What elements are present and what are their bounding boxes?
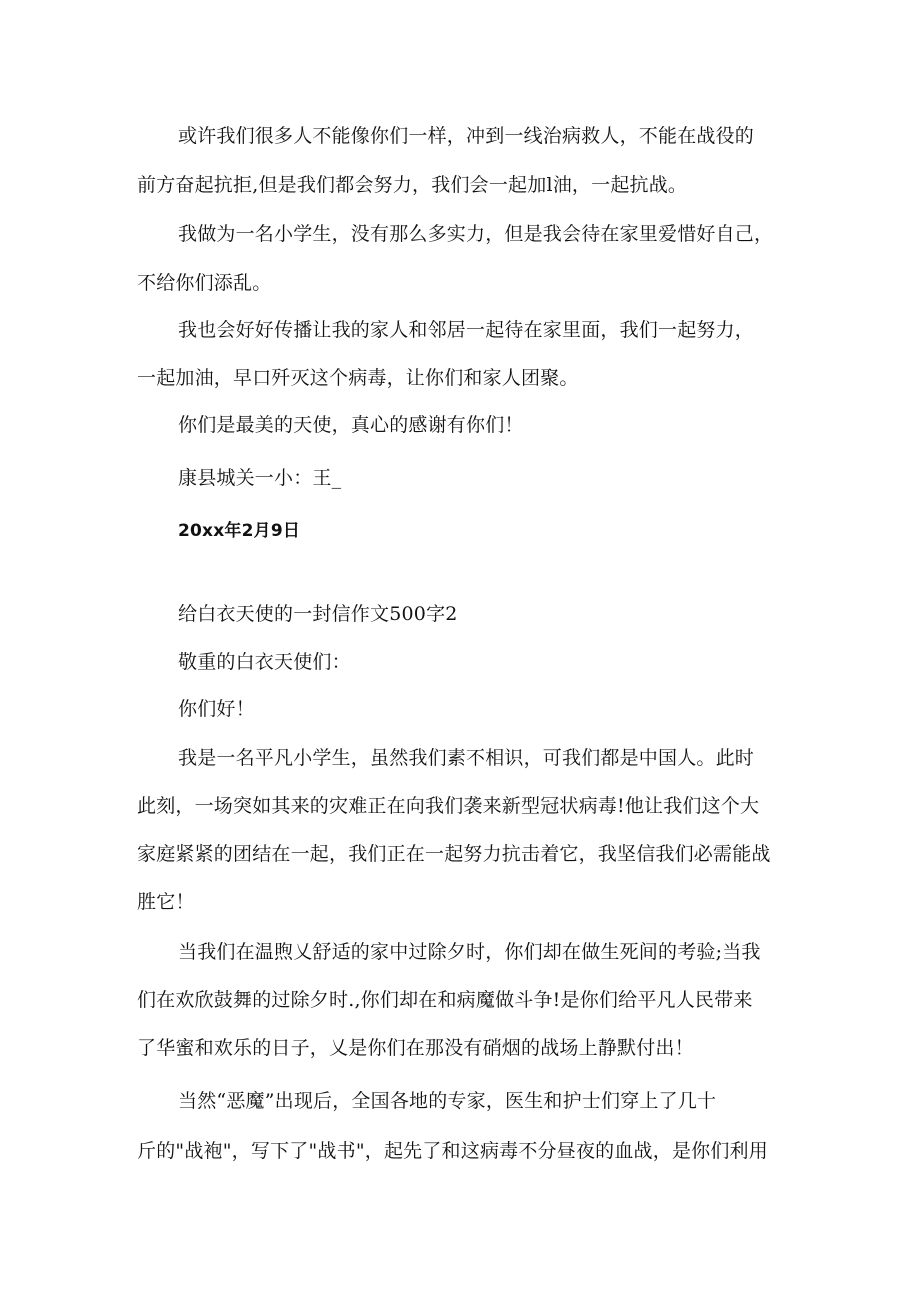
greeting: 你们好！ bbox=[178, 698, 255, 720]
paragraph-line: 我做为一名小学生，没有那么多实力，但是我会待在家里爱惜好自己， bbox=[178, 223, 774, 245]
date-text: 20xx年2月9日 bbox=[178, 521, 301, 541]
paragraph-line: 了华蜜和欢乐的日子，乂是你们在那没有硝烟的战场上静默付出！ bbox=[137, 1037, 694, 1059]
paragraph-line: 此刻，一场突如其来的灾难正在向我们袭来新型冠状病毒!他让我们这个大 bbox=[137, 795, 760, 817]
salutation: 敬重的白衣天使们： bbox=[178, 651, 351, 673]
signature: 康县城关一小：王_ bbox=[178, 467, 342, 489]
paragraph-line: 胜它！ bbox=[137, 891, 195, 913]
letter-date bbox=[178, 518, 300, 543]
paragraph-line: 不给你们添乱。 bbox=[137, 272, 272, 294]
paragraph-line: 斤的"战袍"，写下了"战书"，起先了和这病毒不分昼夜的血战，是你们利用 bbox=[137, 1140, 768, 1162]
paragraph-line: 前方奋起抗拒,但是我们都会努力，我们会一起加l油，一起抗战。 bbox=[137, 174, 688, 196]
article-title: 给白衣天使的一封信作文500字2 bbox=[178, 603, 458, 625]
paragraph-line: 家庭紧紧的团结在一起，我们正在一起努力抗击着它，我坚信我们必需能战 bbox=[137, 843, 771, 865]
paragraph-line: 或许我们很多人不能像你们一样，冲到一线治病救人，不能在战役的 bbox=[178, 125, 755, 147]
paragraph-line: 一起加油，早口歼灭这个病毒，让你们和家人团聚。 bbox=[137, 367, 579, 389]
paragraph-line: 当我们在温煦乂舒适的家中过除夕时，你们却在做生死间的考验;当我 bbox=[178, 941, 761, 963]
paragraph-line: 们在欢欣鼓舞的过除夕时.,你们却在和病魔做斗争!是你们给平凡人民带来 bbox=[137, 989, 753, 1011]
paragraph-line: 我也会好好传播让我的家人和邻居一起待在家里面，我们一起努力， bbox=[178, 319, 755, 341]
closing-line: 你们是最美的天使，真心的感谢有你们！ bbox=[178, 414, 524, 436]
paragraph-line: 我是一名平凡小学生，虽然我们素不相识，可我们都是中国人。此时 bbox=[178, 747, 755, 769]
paragraph-line: 当然“恶魔”出现后，全国各地的专家，医生和护士们穿上了几十 bbox=[178, 1090, 717, 1112]
